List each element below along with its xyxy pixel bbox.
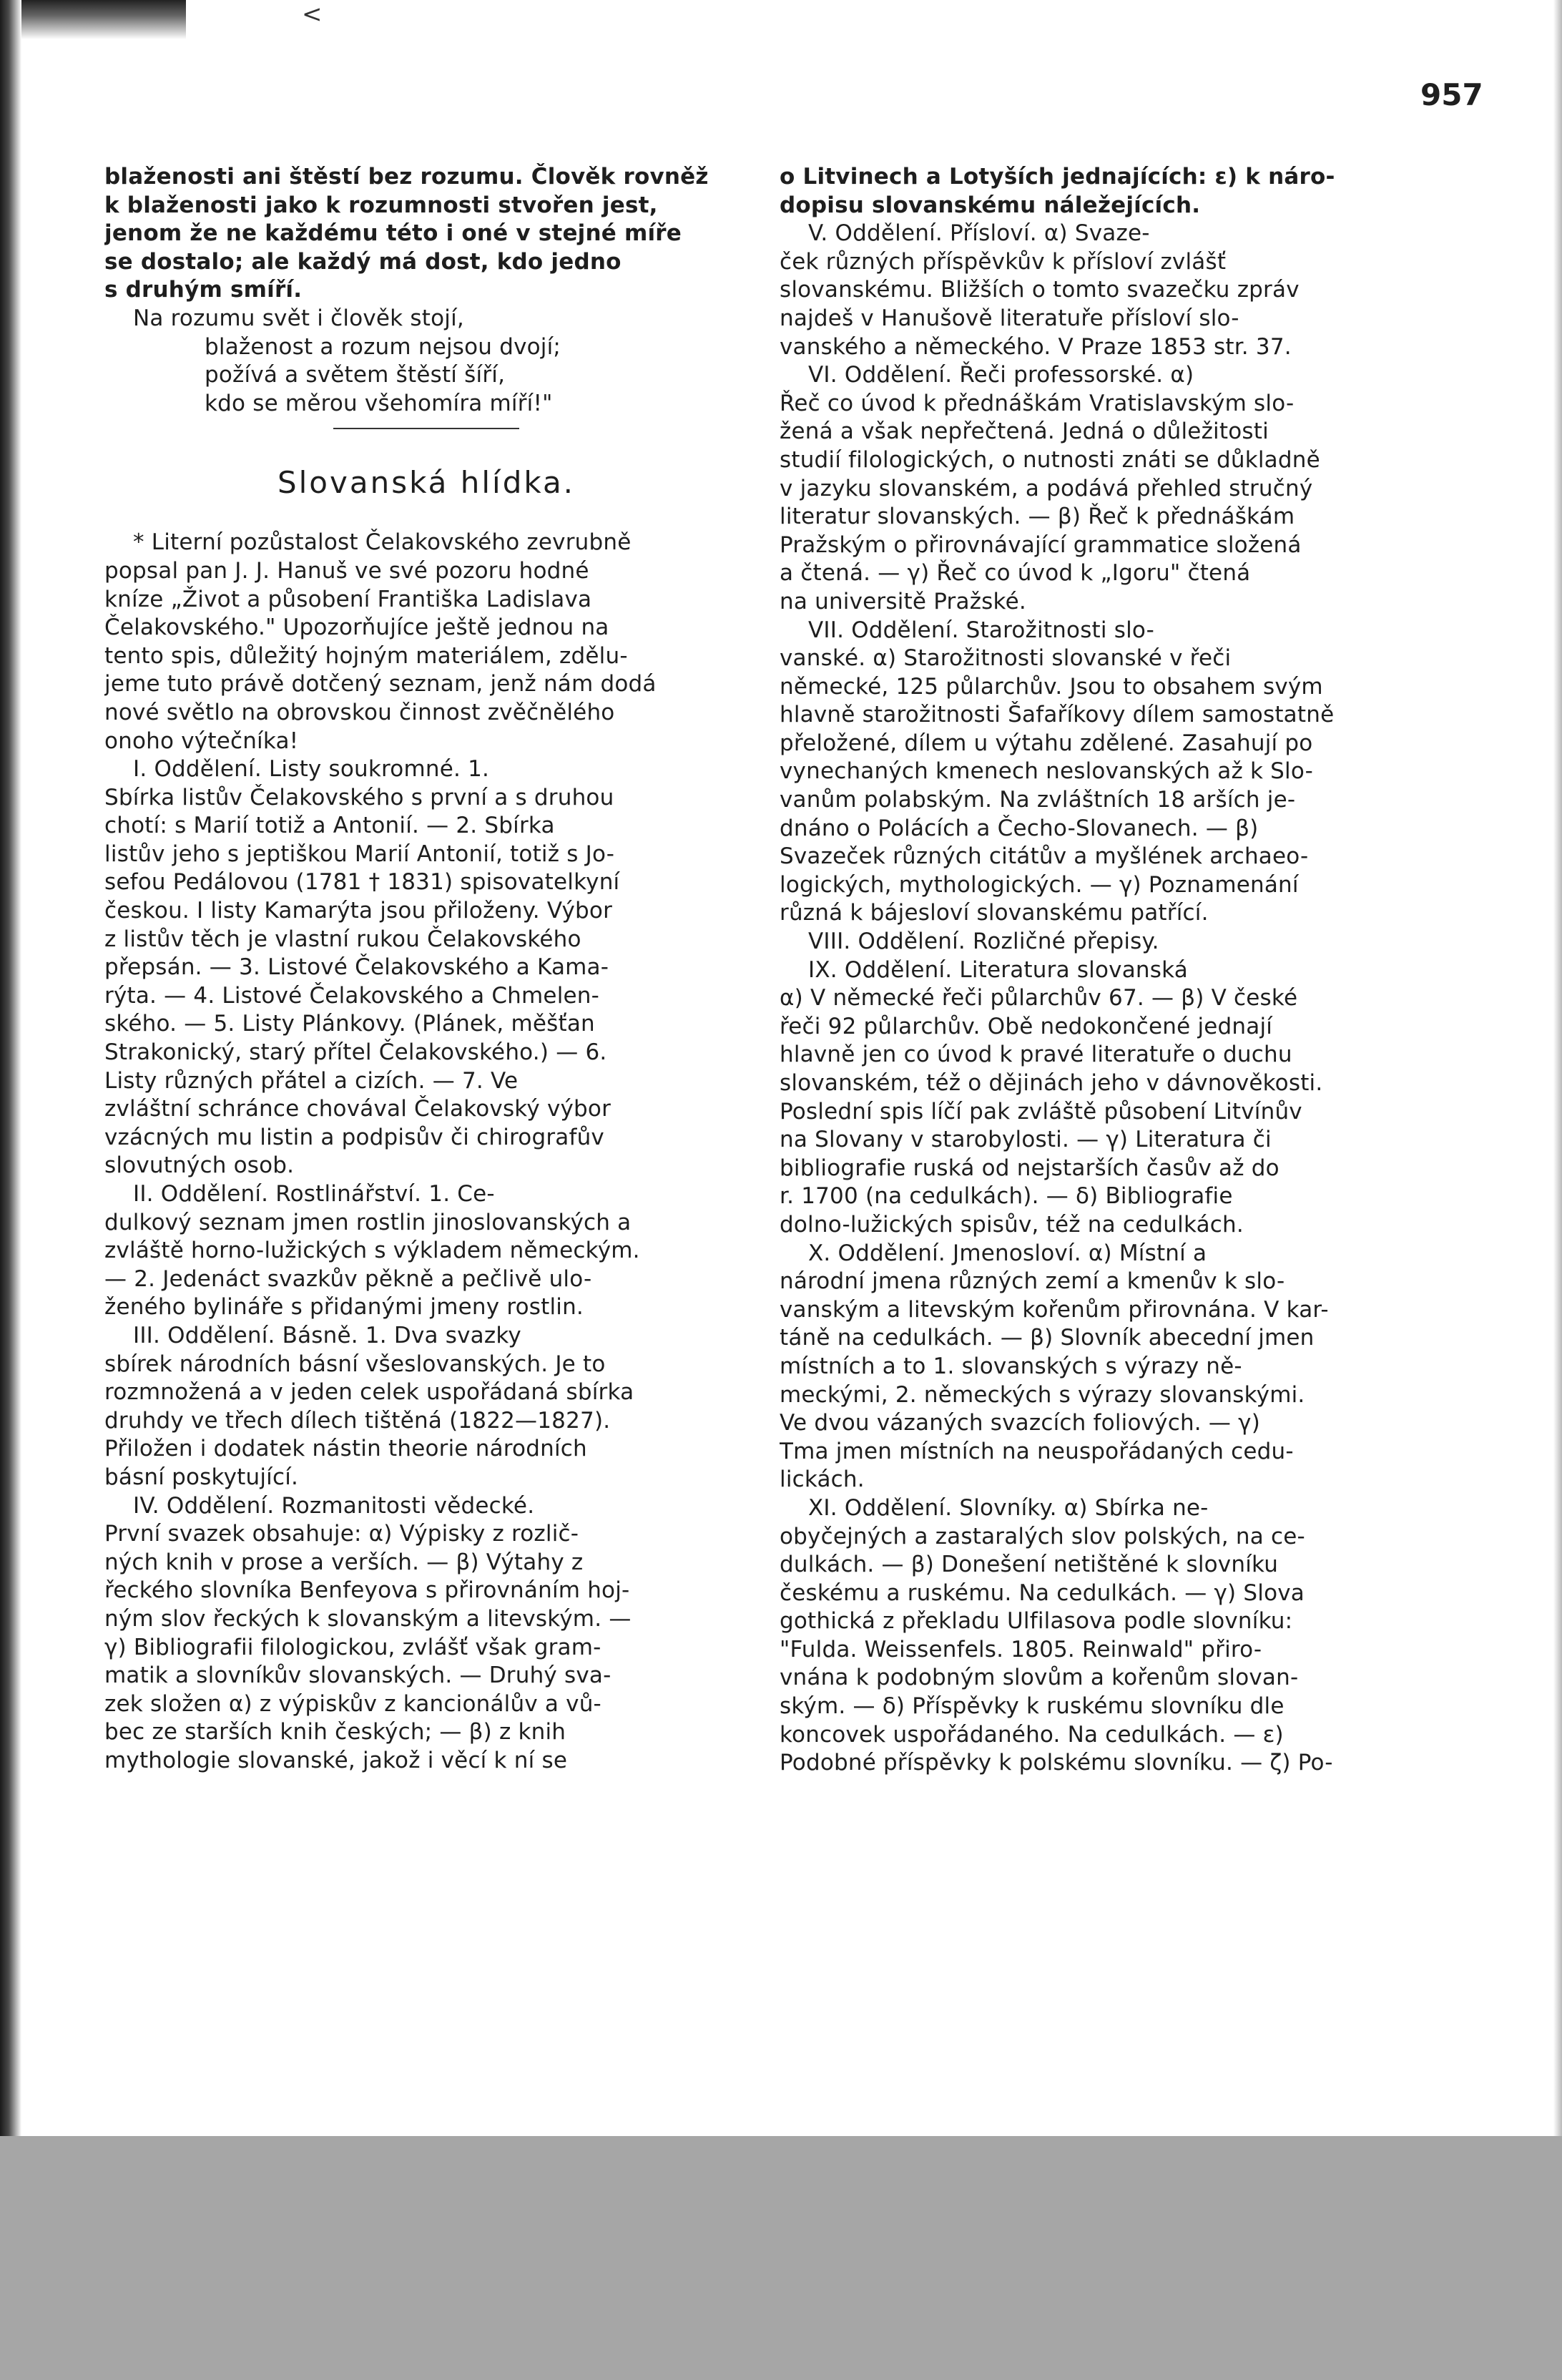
right-column	[780, 163, 1446, 2137]
text-line: vanského a německého. V Praze 1853 str. 37.	[780, 333, 1292, 360]
text-line: koncovek uspořádaného. Na cedulkách. — ε)	[780, 1721, 1284, 1748]
text-line: Strakonický, starý přítel Čelakovského.) — 6.	[104, 1039, 607, 1066]
text-line: nové světlo na obrovskou činnost zvěčnělého	[104, 699, 615, 725]
scan-bottom-band	[0, 2136, 1562, 2380]
text-line: přepsán. — 3. Listové Čelakovského a Kama-	[104, 954, 609, 981]
text-line: vanům polabským. Na zvláštních 18 arších je-	[780, 787, 1296, 813]
text-line: Sbírka listův Čelakovského s první a s druhou	[104, 784, 614, 811]
text-line: tento spis, důležitý hojným materiálem, zdělu-	[104, 642, 628, 669]
text-line: vanské. α) Starožitnosti slovanské v řeči	[780, 645, 1232, 672]
text-line: VI. Oddělení. Řeči professorské. α)	[808, 362, 1194, 388]
text-line: popsal pan J. J. Hanuš ve své pozoru hodné	[104, 557, 589, 584]
text-line: studií filologických, o nutnosti znáti se důkladně	[780, 446, 1320, 473]
text-line: meckými, 2. německých s výrazy slovanskými.	[780, 1381, 1305, 1408]
verse-line: blaženost a rozum nejsou dvojí;	[205, 333, 561, 360]
scan-top-shadow	[21, 0, 186, 39]
text-line: slovanském, též o dějinách jeho v dávnověkosti.	[780, 1070, 1323, 1096]
text-line: α) V německé řeči půlarchův 67. — β) V české	[780, 985, 1298, 1012]
text-line: — 2. Jedenáct svazkův pěkně a pečlivě ulo-	[104, 1265, 592, 1292]
text-line: vynechaných kmenech neslovanských až k Slo-	[780, 758, 1314, 785]
text-line: bec ze starších knih českých; — β) z knih	[104, 1719, 566, 1745]
text-line: českému a ruskému. Na cedulkách. — γ) Slova	[780, 1580, 1305, 1606]
text-line: IV. Oddělení. Rozmanitosti vědecké.	[133, 1492, 535, 1519]
text-line: * Literní pozůstalost Čelakovského zevrubně	[133, 529, 632, 556]
text-line: ským. — δ) Příspěvky k ruskému slovníku dle	[780, 1693, 1285, 1720]
text-line: V. Oddělení. Přísloví. α) Svaze-	[808, 220, 1150, 247]
text-line: Pražským o přirovnávající grammatice složená	[780, 532, 1302, 558]
text-line: vzácných mu listin a podpisův či chirografův	[104, 1124, 604, 1150]
text-line: γ) Bibliografii filologickou, zvlášť však gram-	[104, 1634, 601, 1660]
text-line: slovutných osob.	[104, 1152, 295, 1179]
text-line: z listův těch je vlastní rukou Čelakovského	[104, 926, 581, 952]
text-line: listův jeho s jeptiškou Marií Antonií, totiž s Jo-	[104, 841, 615, 867]
text-line: Svazeček různých citátův a myšlének archaeo-	[780, 843, 1309, 870]
text-line: dolno-lužických spisův, též na cedulkách.	[780, 1211, 1244, 1238]
text-line: rýta. — 4. Listové Čelakovského a Chmelen-	[104, 982, 600, 1009]
text-line: Přiložen i dodatek nástin theorie národních	[104, 1436, 587, 1462]
text-line: onoho výtečníka!	[104, 728, 299, 754]
text-line: jeme tuto právě dotčený seznam, jenž nám dodá	[104, 671, 657, 697]
text-line: německé, 125 půlarchův. Jsou to obsahem svým	[780, 673, 1323, 700]
verse-line: kdo se měrou všehomíra míří!"	[205, 390, 553, 416]
text-line: českou. I listy Kamarýta jsou přiloženy. Výbor	[104, 898, 613, 924]
text-line: dulkách. — β) Donešení netištěné k slovníku	[780, 1552, 1279, 1578]
text-line: národní jmena různých zemí a kmenův k slo-	[780, 1268, 1285, 1295]
text-line: ných knih v prose a verších. — β) Výtahy z	[104, 1549, 584, 1575]
text-line: zek složen α) z výpiskův z kancionálův a vů-	[104, 1690, 601, 1717]
section-heading: Slovanská hlídka.	[277, 465, 576, 501]
top-mark: <	[302, 0, 323, 29]
text-line: VIII. Oddělení. Rozličné přepisy.	[808, 929, 1159, 955]
text-line: k blaženosti jako k rozumnosti stvořen jest,	[104, 192, 658, 218]
text-line: v jazyku slovanském, a podává přehled stručný	[780, 475, 1313, 501]
text-line: První svazek obsahuje: α) Výpisky z rozlič-	[104, 1521, 579, 1547]
text-line: ského. — 5. Listy Plánkovy. (Plánek, měšťan	[104, 1011, 595, 1037]
text-line: X. Oddělení. Jmenosloví. α) Místní a	[808, 1240, 1207, 1266]
text-line: místních a to 1. slovanských s výrazy ně-	[780, 1353, 1242, 1379]
text-line: logických, mythologických. — γ) Poznamenání	[780, 871, 1299, 898]
text-line: I. Oddělení. Listy soukromné. 1.	[133, 756, 490, 783]
text-line: o Litvinech a Lotyších jednajících: ε) k náro-	[780, 164, 1335, 190]
text-line: zvláštní schránce chovával Čelakovský výbor	[104, 1096, 611, 1122]
text-line: XI. Oddělení. Slovníky. α) Sbírka ne-	[808, 1494, 1209, 1521]
text-line: vnána k podobným slovům a kořenům slovan-	[780, 1665, 1299, 1691]
text-line: literatur slovanských. — β) Řeč k přednáškám	[780, 504, 1295, 530]
text-line: přeložené, dílem u výtahu zdělené. Zasahují po	[780, 730, 1313, 756]
text-line: různá k bájesloví slovanskému patřící.	[780, 900, 1209, 926]
text-line: r. 1700 (na cedulkách). — δ) Bibliografie	[780, 1183, 1233, 1210]
text-line: IX. Oddělení. Literatura slovanská	[808, 956, 1188, 983]
text-line: Podobné příspěvky k polskému slovníku. — ζ) Po-	[780, 1750, 1333, 1776]
page-number: 957	[1420, 77, 1483, 112]
text-line: Ve dvou vázaných svazcích foliových. — γ)	[780, 1410, 1260, 1436]
text-line: lickách.	[780, 1466, 865, 1493]
text-line: básní poskytující.	[104, 1464, 299, 1490]
text-line: Listy různých přátel a cizích. — 7. Ve	[104, 1067, 519, 1094]
text-line: Poslední spis líčí pak zvláště působení Litvínův	[780, 1098, 1302, 1125]
text-line: III. Oddělení. Básně. 1. Dva svazky	[133, 1322, 521, 1348]
text-line: zvláště horno-lužických s výkladem německým.	[104, 1238, 640, 1264]
text-line: dopisu slovanskému náležejících.	[780, 192, 1201, 218]
text-line: jenom že ne každému této i oné v stejné míře	[104, 220, 682, 247]
text-line: ček různých příspěvkův k přísloví zvlášť	[780, 248, 1227, 275]
text-line: Čelakovského." Upozorňujíce ještě jednou na	[104, 614, 609, 641]
text-line: matik a slovníkův slovanských. — Druhý sva-	[104, 1662, 611, 1689]
verse-line: požívá a světem štěstí šíří,	[205, 362, 506, 388]
scan-right-edge	[1553, 0, 1562, 2139]
text-line: žená a však nepřečtená. Jedná o důležitosti	[780, 418, 1269, 445]
text-line: chotí: s Marií totiž a Antonií. — 2. Sbírka	[104, 813, 555, 839]
text-line: obyčejných a zastaralých slov polských, na ce-	[780, 1523, 1305, 1549]
text-line: Řeč co úvod k přednáškám Vratislavským slo-	[780, 390, 1295, 416]
text-line: sbírek národních básní všeslovanských. Je to	[104, 1351, 606, 1377]
text-line: blaženosti ani štěstí bez rozumu. Člověk rovněž	[104, 164, 709, 190]
text-line: "Fulda. Weissenfels. 1805. Reinwald" přiro-	[780, 1636, 1262, 1662]
text-line: hlavně starožitnosti Šafaříkovy dílem samostatně	[780, 702, 1335, 728]
text-line: sefou Pedálovou (1781 † 1831) spisovatelkyní	[104, 869, 620, 896]
text-line: druhdy ve třech dílech tištěná (1822—1827).	[104, 1407, 611, 1434]
text-line: kníze „Život a působení Františka Ladislava	[104, 586, 592, 612]
text-line: najdeš v Hanušově literatuře přísloví slo-	[780, 305, 1239, 331]
scan-left-edge	[0, 0, 21, 2139]
text-line: na Slovany v starobylosti. — γ) Literatura či	[780, 1127, 1272, 1153]
text-line: hlavně jen co úvod k pravé literatuře o duchu	[780, 1042, 1292, 1068]
text-line: slovanskému. Bližších o tomto svazečku zpráv	[780, 277, 1300, 303]
text-line: řeči 92 půlarchův. Obě nedokončené jednají	[780, 1013, 1273, 1039]
text-line: a čtená. — γ) Řeč co úvod k „Igoru" čtená	[780, 560, 1251, 587]
left-column	[104, 163, 748, 2137]
text-line: II. Oddělení. Rostlinářství. 1. Ce-	[133, 1181, 495, 1207]
text-line: bibliografie ruská od nejstarších časův až do	[780, 1155, 1279, 1181]
text-line: s druhým smíří.	[104, 277, 303, 303]
text-line: gothická z překladu Ulfilasova podle slovníku:	[780, 1608, 1293, 1635]
text-line: rozmnožená a v jeden celek uspořádaná sbírka	[104, 1379, 634, 1406]
text-line: dnáno o Polácích a Čecho-Slovanech. — β)	[780, 815, 1259, 841]
text-line: Tma jmen místních na neuspořádaných cedu-	[780, 1438, 1294, 1464]
verse-line: Na rozumu svět i člověk stojí,	[133, 305, 464, 331]
text-line: mythologie slovanské, jakož i věcí k ní se	[104, 1747, 568, 1773]
text-line: táně na cedulkách. — β) Slovník abecední jmen	[780, 1325, 1315, 1351]
text-line: se dostalo; ale každý má dost, kdo jedno	[104, 248, 622, 275]
text-line: ným slov řeckých k slovanským a litevským. —	[104, 1605, 632, 1632]
text-line: dulkový seznam jmen rostlin jinoslovanských a	[104, 1209, 632, 1235]
section-divider	[333, 428, 519, 429]
text-line: ženého bylináře s přidanými jmeny rostlin.	[104, 1294, 584, 1321]
text-line: VII. Oddělení. Starožitnosti slo-	[808, 617, 1155, 643]
text-line: na universitě Pražské.	[780, 588, 1026, 614]
text-line: řeckého slovníka Benfeyova s přirovnáním hoj-	[104, 1577, 630, 1604]
text-line: vanským a litevským kořenům přirovnána. V kar-	[780, 1296, 1329, 1323]
